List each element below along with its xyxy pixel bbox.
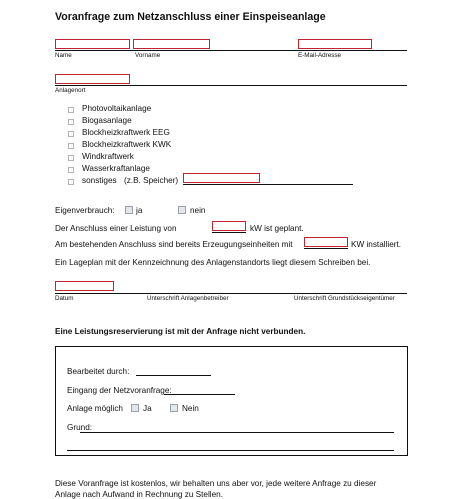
eigenverbrauch-ja-checkbox[interactable] (125, 206, 133, 214)
checkbox-sonstiges[interactable] (68, 179, 74, 185)
eingang-label: Eingang der Netzvoranfrage: (67, 386, 172, 395)
checkbox-bhkw-kwk[interactable] (68, 143, 74, 149)
plant-type-biogas: Biogasanlage (82, 116, 132, 125)
checkbox-wind[interactable] (68, 155, 74, 161)
anlage-ja-label: Ja (143, 404, 152, 413)
anlagenort-line (55, 85, 407, 86)
eingang-line[interactable] (164, 394, 235, 395)
checkbox-bhkw-eeg[interactable] (68, 131, 74, 137)
anschluss-text: Der Anschluss einer Leistung von (55, 224, 177, 233)
checkbox-wasser[interactable] (68, 167, 74, 173)
betreiber-signature-label: Unterschrift Anlagenbetreiber (147, 295, 229, 302)
vorname-field[interactable] (133, 39, 210, 49)
reservation-note: Eine Leistungsreservierung ist mit der Anfrage nicht verbunden. (55, 327, 306, 336)
anlage-moeglich-label: Anlage möglich (67, 404, 123, 413)
bestehend-suffix: KW installiert. (351, 240, 402, 249)
grund-line-1[interactable] (80, 432, 394, 433)
anlage-nein-checkbox[interactable] (170, 404, 178, 412)
name-field[interactable] (55, 39, 130, 49)
anlage-nein-label: Nein (182, 404, 199, 413)
datum-field[interactable] (55, 281, 114, 291)
plant-type-bhkw-eeg: Blockheizkraftwerk EEG (82, 128, 170, 137)
office-use-box (55, 346, 408, 456)
email-label: E-Mail-Adresse (298, 52, 342, 59)
vorname-label: Vorname (135, 52, 161, 59)
eigentuemer-signature-label: Unterschrift Grundstückseigentümer (294, 295, 395, 302)
eigenverbrauch-ja-label: ja (136, 206, 143, 215)
bestehend-line (304, 248, 348, 249)
leistung-line (212, 232, 246, 233)
footer-line-1: Diese Voranfrage ist kostenlos, wir behalten uns aber vor, jede weitere Anfrage zu dieser (55, 479, 377, 488)
sonstiges-field[interactable] (183, 173, 260, 183)
grund-label: Grund: (67, 423, 93, 432)
plant-type-wind: Windkraftwerk (82, 152, 134, 161)
form-title: Voranfrage zum Netzanschluss einer Einspeiseanlage (55, 11, 326, 23)
sonstiges-hint: (z.B. Speicher) (124, 176, 179, 185)
anlagenort-label: Anlagenort (55, 87, 86, 94)
bearbeitet-label: Bearbeitet durch: (67, 367, 130, 376)
anschluss-suffix: kW ist geplant. (250, 224, 304, 233)
eigenverbrauch-label: Eigenverbrauch: (55, 206, 115, 215)
checkbox-photovoltaik[interactable] (68, 107, 74, 113)
checkbox-biogas[interactable] (68, 119, 74, 125)
anlage-ja-checkbox[interactable] (131, 404, 139, 412)
bestehend-text: Am bestehenden Anschluss sind bereits Erzeugungseinheiten mit (55, 240, 293, 249)
bestehend-field[interactable] (304, 237, 348, 247)
datum-label: Datum (55, 295, 74, 302)
leistung-field[interactable] (212, 221, 246, 231)
grund-line-2[interactable] (67, 450, 394, 451)
plant-type-wasser: Wasserkraftanlage (82, 164, 150, 173)
eigenverbrauch-nein-label: nein (190, 206, 206, 215)
signature-line (55, 293, 407, 294)
name-row-line (55, 50, 407, 51)
anlagenort-field[interactable] (55, 74, 130, 84)
plant-type-photovoltaik: Photovoltaikanlage (82, 104, 152, 113)
email-field[interactable] (298, 39, 372, 49)
plant-type-bhkw-kwk: Blockheizkraftwerk KWK (82, 140, 172, 149)
plant-type-sonstiges: sonstiges (82, 176, 117, 185)
footer-line-2: Anlage nach Aufwand in Rechnung zu Stellen. (55, 490, 223, 499)
bearbeitet-line[interactable] (136, 375, 211, 376)
eigenverbrauch-nein-checkbox[interactable] (178, 206, 186, 214)
name-label: Name (55, 52, 72, 59)
lageplan-text: Ein Lageplan mit der Kennzeichnung des Anlagenstandorts liegt diesem Schreiben bei. (55, 258, 371, 267)
sonstiges-line (183, 184, 353, 185)
